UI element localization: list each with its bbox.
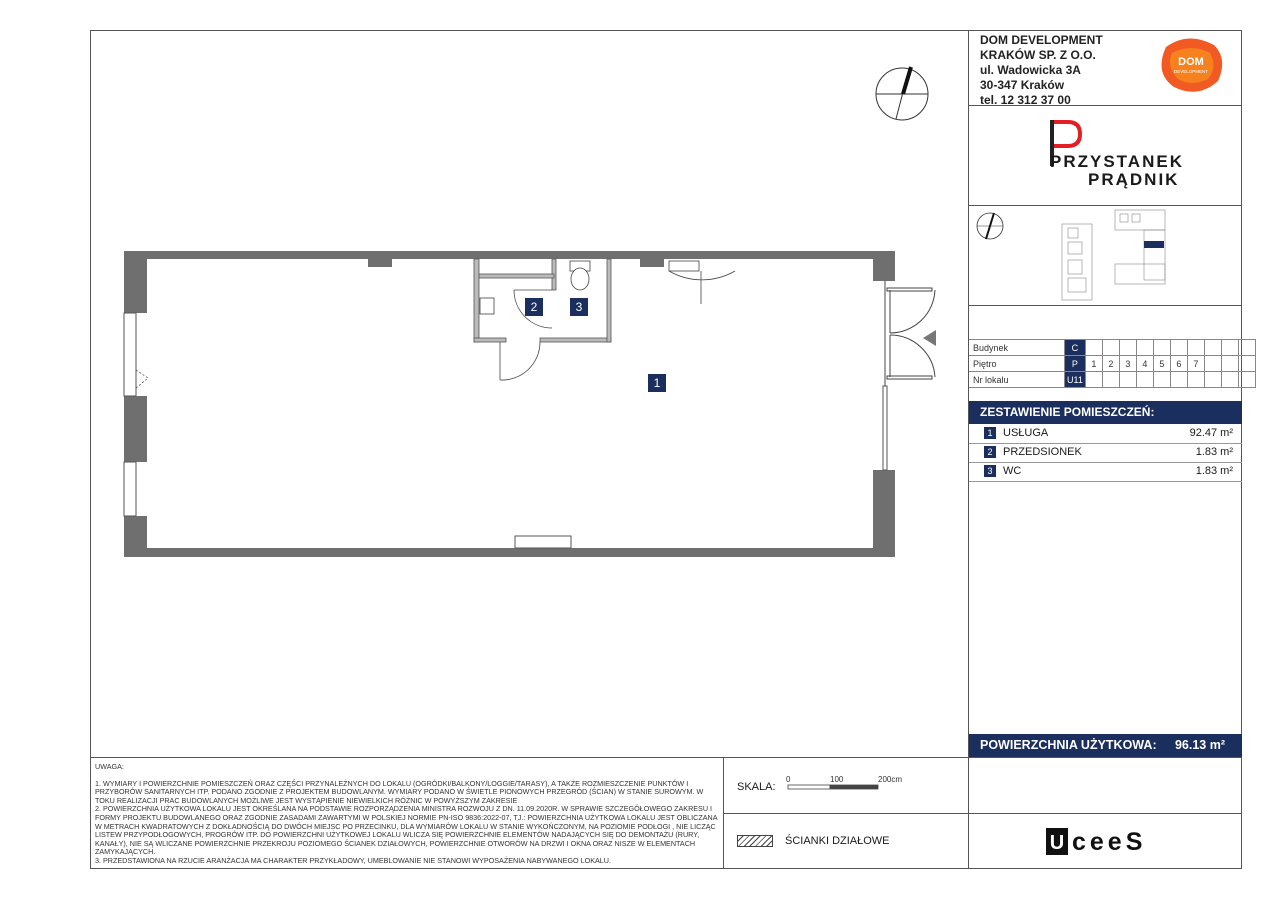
table-cell bbox=[1119, 340, 1136, 356]
panel-divider bbox=[969, 813, 1242, 814]
scale-label: SKALA: bbox=[737, 781, 776, 793]
project-name-line2: PRĄDNIK bbox=[1088, 170, 1180, 189]
table-cell: P bbox=[1065, 356, 1086, 372]
table-cell: C bbox=[1065, 340, 1086, 356]
row-label: Budynek bbox=[969, 340, 1065, 356]
scale-tick: 200cm bbox=[878, 775, 903, 784]
table-cell bbox=[1238, 340, 1255, 356]
key-plan-compass-icon bbox=[977, 213, 1003, 239]
legend-label: ŚCIANKI DZIAŁOWE bbox=[785, 835, 890, 847]
table-cell: 7 bbox=[1187, 356, 1204, 372]
dom-development-logo bbox=[1158, 37, 1224, 93]
total-area-value: 96.13 m² bbox=[1174, 738, 1225, 752]
note-item: 2. POWIERZCHNIA UŻYTKOWA LOKALU JEST OKREŚLANA NA PODSTAWIE ROZPORZĄDZENIA MINISTRA ROZWOJU Z DN. 11.09.2020R. W SPRAWIE SZCZEGÓŁOWEGO ZAKRESU I FORMY PROJEKTU BUDOWLANEGO ORAZ ZGODNIE ZASADAMI ZAWARTYMI W POLSKIEJ NORMIE PN-ISO 9836:2022-07, TJ.: POWIERZCHNIA UŻYTKOWA LOKALU JEST OBLICZANA W METRACH KWADRATOWYCH Z DOKŁADNOŚCIĄ DO DWÓCH MIEJSC PO PRZECINKU, DLA WYMIARÓW LOKALU W STANIE WYKOŃCZONYM, NA POZIOMIE PODŁOGI , NIE LICZĄC LISTEW PRZYPODŁOGOWYCH, PROGRÓW ITP. DO POWIERZCHNI UŻYTKOWEJ LOKALU WLICZA SIĘ POWIERZCHNIE ELEMENTÓW NADAJĄCYCH SIĘ DO DEMONTAŻU (RURY, KANAŁY), NIE SĄ WLICZANE POWIERZCHNIE PRZEKROJU POZIOMEGO ŚCIANEK DZIAŁOWYCH, POWIERZCHNIE OTWORÓW NA DRZWI I OKNA ORAZ NISZE W ELEMENTACH ZAMYKAJĄCYCH. bbox=[95, 804, 718, 857]
company-street: ul. Wadowicka 3A bbox=[980, 63, 1081, 77]
logo-line1: DOM bbox=[1178, 56, 1204, 68]
company-city: 30-347 Kraków bbox=[980, 78, 1065, 92]
table-cell bbox=[1238, 356, 1255, 372]
rooms-header: ZESTAWIENIE POMIESZCZEŃ: bbox=[969, 401, 1242, 424]
project-logo bbox=[1050, 120, 1184, 190]
table-cell: 2 bbox=[1102, 356, 1119, 372]
building-table bbox=[969, 339, 1256, 388]
company-info bbox=[980, 33, 1103, 108]
table-cell bbox=[1102, 340, 1119, 356]
note-item: 1. WYMIARY I POWIERZCHNIE POMIESZCZEŃ ORAZ CZĘŚCI PRZYNALEŻNYCH DO LOKALU (OGRÓDKI/BALKONY/LOGGIE/TARASY), A TAKŻE ROZMIESZCZENIE PUNKTÓW I PRZYBORÓW SANITARNYCH ITP. PODANO ZGODNIE Z PROJEKTEM BUDOWLANYM. WYMIARY PODANO W ŚWIETLE PIONOWYCH PRZEGRÓD (ŚCIAN) W STANIE SUROWYM. W TOKU REALIZACJI PRAC BUDOWLANYCH MOŻLIWE JEST WYSTĄPIENIE NIEWIELKICH RÓŻNIC W POWYŻSZYM ZAKRESIE bbox=[95, 778, 704, 805]
table-cell bbox=[1204, 340, 1221, 356]
ucees-logo bbox=[1046, 828, 1170, 855]
table-cell: 4 bbox=[1136, 356, 1153, 372]
table-cell bbox=[1170, 340, 1187, 356]
panel-divider bbox=[969, 305, 1242, 306]
room-name: USŁUGA bbox=[1003, 427, 1049, 439]
company-name: DOM DEVELOPMENT bbox=[980, 33, 1103, 47]
table-cell bbox=[1170, 372, 1187, 388]
table-cell bbox=[1187, 372, 1204, 388]
note-item: 3. PRZEDSTAWIONA NA RZUCIE ARANŻACJA MA CHARAKTER PRZYKŁADOWY, UMEBLOWANIE NIE STANOWI WYPOSAŻENIA NABYWANEGO LOKALU. bbox=[95, 855, 611, 865]
logo-line2: DEVELOPMENT bbox=[1173, 69, 1209, 74]
table-cell: 6 bbox=[1170, 356, 1187, 372]
table-cell: 5 bbox=[1153, 356, 1170, 372]
table-cell bbox=[1238, 372, 1255, 388]
panel-divider bbox=[969, 205, 1242, 206]
room-number: 2 bbox=[984, 446, 996, 458]
room-name: PRZEDSIONEK bbox=[1003, 446, 1082, 458]
footer-divider-h bbox=[723, 813, 968, 814]
total-area-bar bbox=[969, 734, 1242, 757]
table-cell bbox=[1221, 372, 1238, 388]
room-row bbox=[969, 462, 1242, 482]
table-cell bbox=[1204, 356, 1221, 372]
room-number: 3 bbox=[984, 465, 996, 477]
row-label: Nr lokalu bbox=[969, 372, 1065, 388]
scale-bar bbox=[780, 773, 910, 795]
notes-title: UWAGA: bbox=[95, 762, 124, 771]
table-cell bbox=[1221, 356, 1238, 372]
svg-text:U: U bbox=[1049, 832, 1065, 854]
notes bbox=[95, 763, 720, 866]
table-cell bbox=[1119, 372, 1136, 388]
table-row bbox=[969, 340, 1255, 356]
project-name-line1: PRZYSTANEK bbox=[1050, 152, 1184, 171]
scale-tick: 100 bbox=[830, 775, 844, 784]
key-plan bbox=[972, 208, 1172, 304]
table-cell bbox=[1153, 340, 1170, 356]
table-cell: 1 bbox=[1085, 356, 1102, 372]
table-cell bbox=[1085, 372, 1102, 388]
table-row bbox=[969, 356, 1255, 372]
plan-room-tag: 3 bbox=[570, 298, 588, 316]
total-area-label: POWIERZCHNIA UŻYTKOWA: bbox=[980, 738, 1157, 752]
room-name: WC bbox=[1003, 465, 1022, 477]
plan-room-tag: 2 bbox=[525, 298, 543, 316]
table-cell bbox=[1221, 340, 1238, 356]
room-row bbox=[969, 443, 1242, 463]
room-area: 92.47 m² bbox=[1189, 427, 1233, 439]
footer-divider bbox=[91, 757, 1242, 758]
company-subtitle: KRAKÓW SP. Z O.O. bbox=[980, 48, 1096, 62]
table-row bbox=[969, 372, 1255, 388]
room-area: 1.83 m² bbox=[1195, 446, 1233, 458]
room-number: 1 bbox=[984, 427, 996, 439]
table-cell bbox=[1085, 340, 1102, 356]
room-area: 1.83 m² bbox=[1195, 465, 1233, 477]
ucees-text: ceeS bbox=[1072, 828, 1147, 855]
table-cell: U11 bbox=[1065, 372, 1086, 388]
scale-tick: 0 bbox=[786, 775, 791, 784]
table-cell bbox=[1102, 372, 1119, 388]
table-cell bbox=[1153, 372, 1170, 388]
compass-icon bbox=[876, 67, 928, 120]
table-cell bbox=[1136, 340, 1153, 356]
table-cell: 3 bbox=[1119, 356, 1136, 372]
plan-room-tag: 1 bbox=[648, 374, 666, 392]
company-phone: tel. 12 312 37 00 bbox=[980, 93, 1071, 107]
entrance-marker-icon bbox=[923, 330, 936, 346]
key-plan-highlight bbox=[1144, 241, 1164, 248]
row-label: Piętro bbox=[969, 356, 1065, 372]
table-cell bbox=[1136, 372, 1153, 388]
legend-hatch-icon bbox=[737, 835, 773, 847]
room-row bbox=[969, 424, 1242, 444]
table-cell bbox=[1204, 372, 1221, 388]
table-cell bbox=[1187, 340, 1204, 356]
